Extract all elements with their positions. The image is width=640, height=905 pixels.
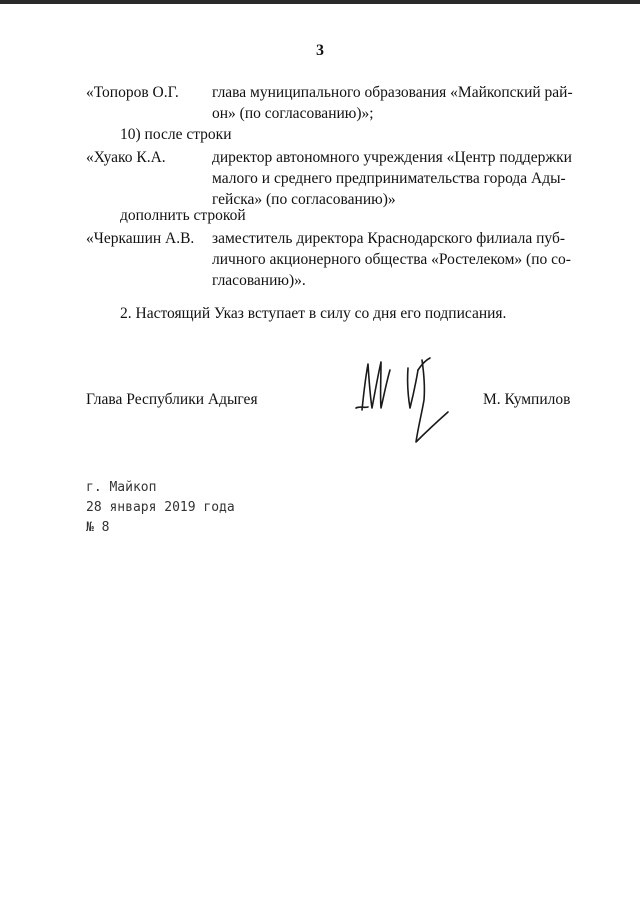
entry-description-line: глава муниципального образования «Майкопский рай-: [212, 84, 573, 101]
entry-description: [212, 82, 574, 124]
clause-2-text: 2. Настоящий Указ вступает в силу со дня его подписания.: [120, 305, 507, 322]
entry-description: [212, 147, 574, 210]
signatory-position: Глава Республики Адыгея: [86, 391, 258, 408]
entry-name: «Хуако К.А.: [86, 149, 166, 166]
item-10-text: 10) после строки: [120, 126, 232, 143]
entry-description-line: гейска» (по согласованию)»: [212, 191, 396, 208]
entry-description-line: заместитель директора Краснодарского филиала пуб-: [212, 230, 566, 247]
signatory-name: М. Кумпилов: [483, 391, 571, 408]
entry-description-line: директор автономного учреждения «Центр поддержки: [212, 149, 572, 166]
supplement-text: дополнить строкой: [120, 207, 246, 224]
entry-name: «Черкашин А.В.: [86, 230, 195, 247]
entry-name: «Топоров О.Г.: [86, 84, 179, 101]
footer-date: 28 января 2019 года: [86, 500, 235, 515]
entry-description-line: малого и среднего предпринимательства города Ады-: [212, 170, 566, 187]
entry-description: [212, 228, 574, 291]
entry-description-line: гласованию)».: [212, 272, 306, 289]
handwritten-signature: [350, 350, 480, 460]
page-number: 3: [316, 42, 324, 59]
footer-city: г. Майкоп: [86, 480, 157, 495]
footer-number: № 8: [86, 520, 110, 535]
entry-description-line: он» (по согласованию)»;: [212, 105, 374, 122]
entry-description-line: личного акционерного общества «Ростелеком» (по со-: [212, 251, 571, 268]
top-border-line: [0, 0, 640, 4]
